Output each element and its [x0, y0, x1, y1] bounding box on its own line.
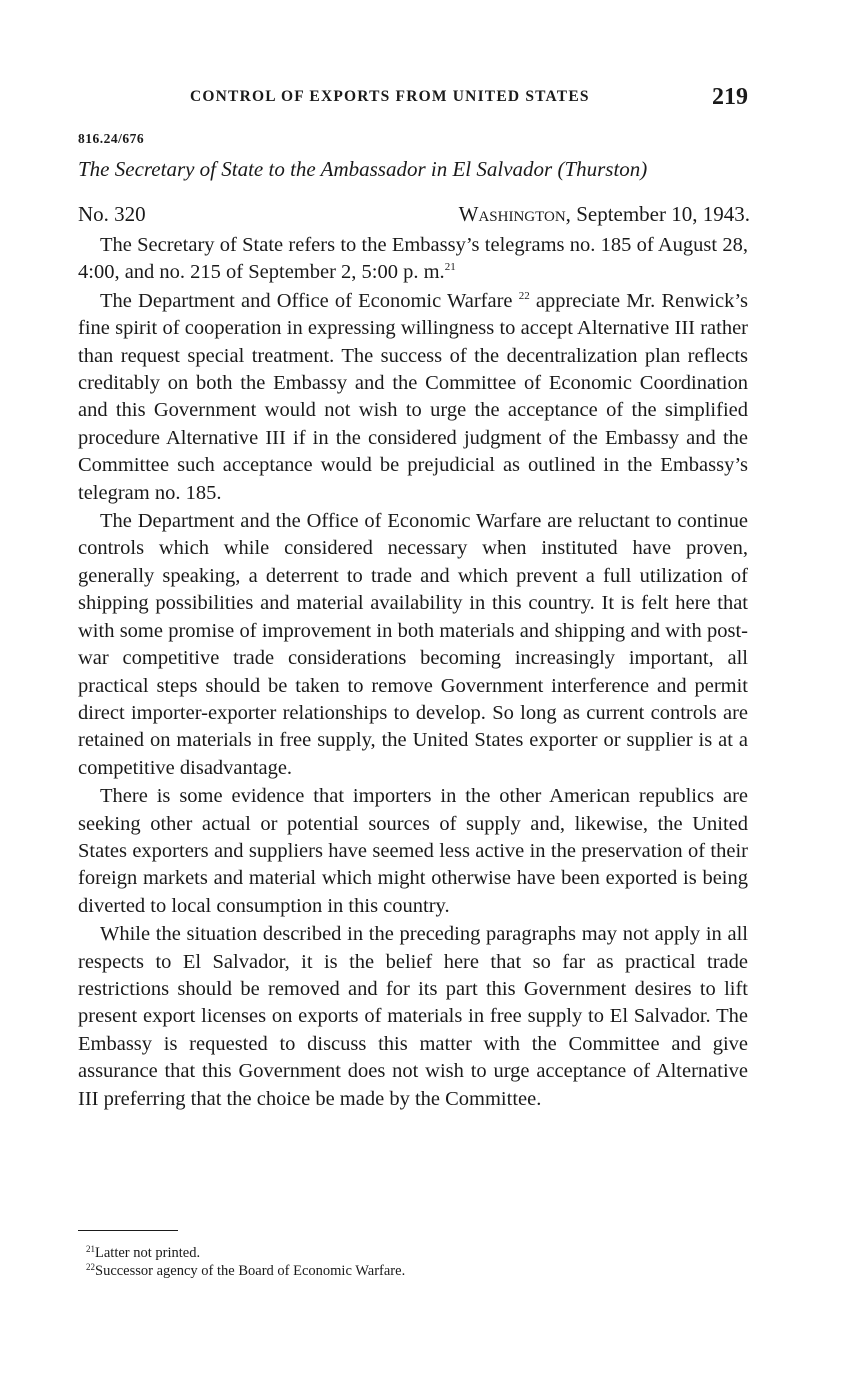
paragraph-3: The Department and the Office of Economic Warfare are reluctant to continue controls which while considered necessary when instituted have proven, generally speaking, a deterrent to trade and which prevent a full utilization of shipping possibilities and material availability in this country. It is felt here that with some promise of improvement in both materials and shipping and with post-war competitive trade considerations becoming increasingly important, all practical steps should be taken to remove Government interference and permit direct importer-exporter relationships to develop. So long as current controls are retained on materials in free supply, the United States exporter or supplier is at a competitive disadvantage.: [78, 510, 748, 779]
dateline: [78, 202, 750, 227]
page-number: 219: [712, 84, 748, 110]
paragraph-2: [78, 288, 748, 507]
document-title: The Secretary of State to the Ambassador in El Salvador (Thurston): [78, 157, 648, 181]
footnote-21: [86, 1244, 405, 1262]
footnote-ref-21: 21: [444, 261, 456, 274]
footnotes: [86, 1244, 405, 1280]
paragraph-4: There is some evidence that importers in the other American republics are seeking other actual or potential sources of supply and, likewise, the United States exporters and suppliers have seemed less active in the preservation of their foreign markets and material which might otherwise have been exported is being diverted to local consumption in this country.: [78, 785, 748, 917]
place-date: [459, 202, 750, 227]
paragraph-1-text: The Secretary of State refers to the Embassy’s telegrams no. 185 of August 28, 4:00, and no. 215 of September 2, 5:00 p. m.: [78, 234, 748, 284]
footnote-text: Successor agency of the Board of Economic Warfare.: [95, 1263, 406, 1279]
footnote-text: Latter not printed.: [95, 1245, 201, 1261]
footnote-divider: [78, 1230, 178, 1231]
footnote-mark: 22: [86, 1262, 95, 1272]
paragraph-1: [78, 232, 748, 287]
file-number: 816.24/676: [78, 131, 145, 146]
document-number: No. 320: [78, 202, 146, 226]
paragraph-5: While the situation described in the preceding paragraphs may not apply in all respects to El Salvador, it is the belief here that so far as practical trade restrictions should be removed and for its part this Government desires to lift present export licenses on exports of materials in free supply to El Salvador. The Embassy is requested to discuss this matter with the Committee and give assurance that this Government does not wish to urge acceptance of Alternative III preferring that the choice be made by the Committee.: [78, 923, 748, 1110]
date: September 10, 1943.: [576, 202, 750, 226]
paragraph-2-text: appreciate Mr. Renwick’s fine spirit of cooperation in expressing willingness to accept Alternative III rather than request special treatment. The success of the decentralization plan reflects creditably on both the Embassy and the Committee of Economic Coordination and this Government would not wish to urge the acceptance of the simplified procedure Alternative III if in the considered judgment of the Embassy and the Committee such acceptance would be prejudicial as outlined in the Embassy’s telegram no. 185.: [78, 289, 748, 504]
footnote-mark: 21: [86, 1244, 95, 1254]
paragraph-2-lead: The Department and Office of Economic Warfare: [100, 289, 513, 312]
place: Washington,: [458, 202, 571, 226]
footnote-ref-22: 22: [518, 289, 530, 302]
letter-body: [78, 232, 748, 1114]
running-head: CONTROL OF EXPORTS FROM UNITED STATES: [190, 88, 590, 105]
footnote-22: [86, 1262, 405, 1280]
